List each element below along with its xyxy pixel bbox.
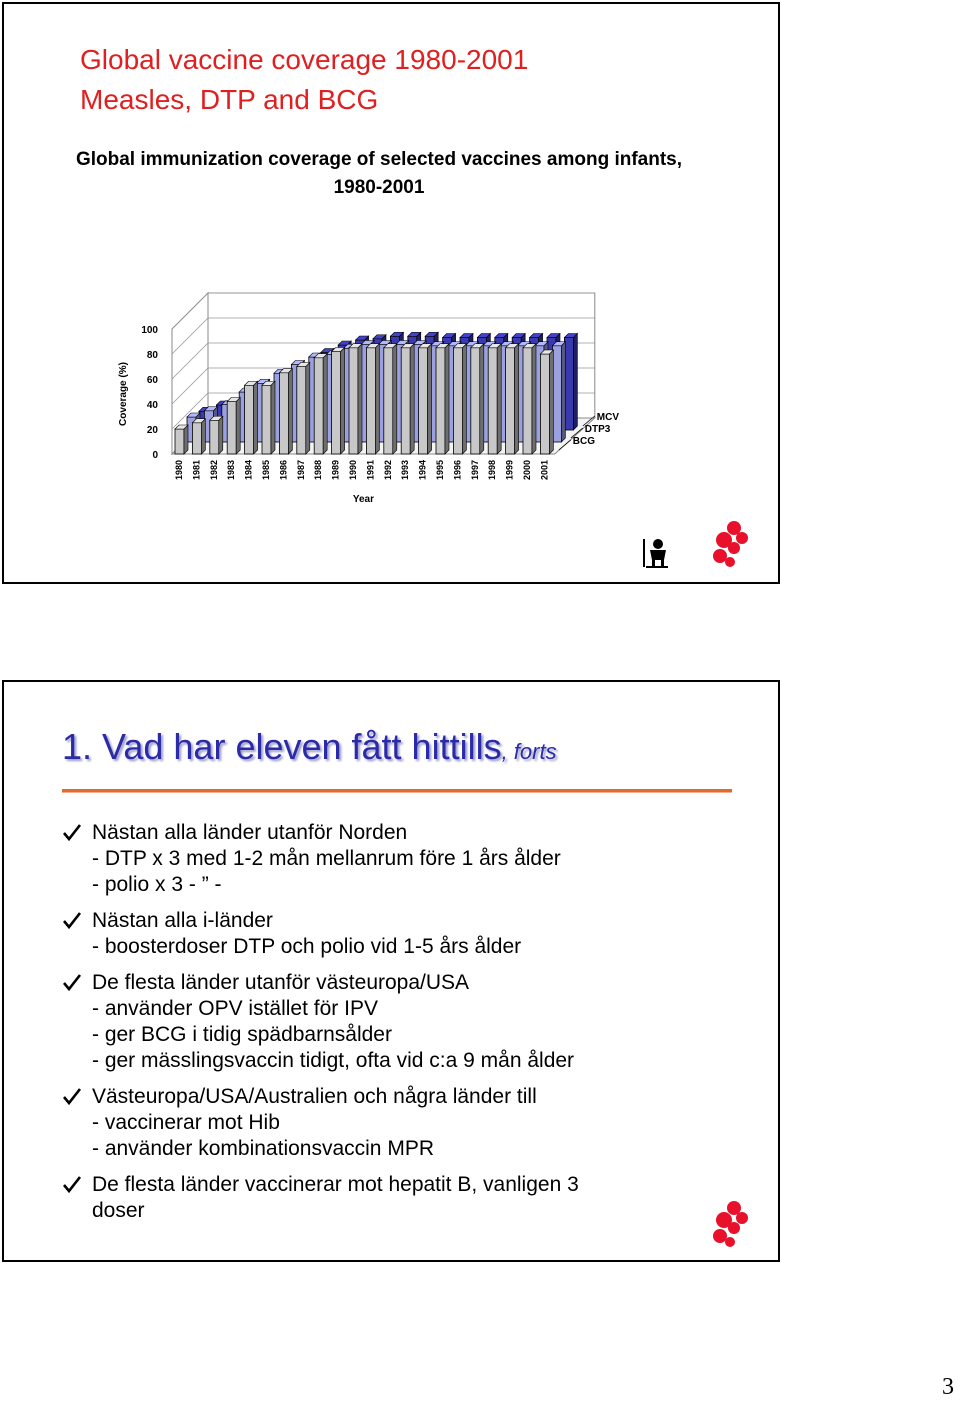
bullet-line: - ger BCG i tidig spädbarnsålder — [92, 1023, 392, 1046]
y-tick-label: 60 — [146, 375, 158, 386]
bar-bcg — [279, 373, 288, 454]
y-tick-label: 20 — [146, 425, 158, 436]
bar-side — [515, 344, 519, 454]
slide-1-title-line-2: Measles, DTP and BCG — [80, 84, 379, 115]
bar-bcg — [488, 348, 497, 454]
bar-side — [480, 344, 484, 454]
bullet-item — [62, 1172, 762, 1224]
bar-side — [549, 350, 553, 454]
bullet-list — [62, 820, 762, 1234]
chart-title: Global immunization coverage of selected vaccines among infants, 1980-2001 — [75, 149, 683, 198]
bar-side — [323, 354, 327, 454]
y-tick-label: 40 — [146, 400, 158, 411]
y-tick-label: 0 — [152, 450, 158, 461]
bar-side — [341, 348, 345, 455]
bar-side — [375, 344, 379, 454]
x-tick-label: 1987 — [295, 460, 306, 481]
bullet-line: De flesta länder vaccinerar mot hepatit B, vanligen 3 — [92, 1173, 579, 1196]
bar-side — [358, 344, 362, 454]
bar-bcg — [436, 348, 445, 454]
x-tick-label: 1990 — [348, 460, 358, 481]
bar-side — [306, 363, 310, 455]
bar-bcg — [175, 429, 184, 454]
bar-dtp3 — [552, 346, 561, 442]
bar-bcg — [506, 348, 515, 454]
bar-bcg — [401, 348, 410, 454]
bar-side — [201, 419, 205, 454]
bullet-line: Västeuropa/USA/Australien och några länder till — [92, 1085, 537, 1108]
bar-bcg — [540, 354, 549, 454]
bullet-line: Nästan alla länder utanför Norden — [92, 821, 408, 844]
bar-bcg — [297, 367, 306, 455]
x-tick-label: 1991 — [365, 460, 376, 481]
bar-side — [462, 344, 466, 454]
slide-1-title-line-1: Global vaccine coverage 1980-2001 — [80, 44, 529, 75]
bar-bcg — [366, 348, 375, 454]
bar-bcg — [192, 423, 201, 454]
x-tick-label: 1981 — [191, 460, 202, 481]
slide-2 — [2, 680, 780, 1262]
x-tick-label: 1999 — [504, 460, 515, 481]
bar-side — [428, 344, 432, 454]
bar-side — [219, 416, 223, 454]
bar-side — [532, 344, 536, 454]
bullet-item — [62, 970, 762, 1074]
series-label: DTP3 — [584, 424, 611, 435]
bar-bcg — [349, 348, 358, 454]
x-tick-label: 1983 — [226, 460, 237, 481]
slide-1-title — [80, 40, 528, 120]
x-tick-label: 1982 — [208, 460, 219, 481]
x-tick-label: 1988 — [313, 460, 324, 481]
bar-side — [236, 398, 240, 455]
x-tick-label: 2001 — [539, 460, 550, 481]
bullet-line: De flesta länder utanför västeuropa/USA — [92, 971, 470, 994]
checkmark-icon — [62, 972, 82, 992]
slide-1 — [2, 2, 780, 584]
slide-2-title — [62, 726, 557, 768]
bullet-line: doser — [92, 1199, 145, 1222]
bar-side — [497, 344, 501, 454]
x-tick-label: 1984 — [243, 460, 254, 481]
bar-bcg — [332, 352, 341, 455]
bar-bcg — [384, 348, 393, 454]
bullet-line: Nästan alla i-länder — [92, 909, 273, 932]
x-tick-label: 1989 — [330, 460, 341, 481]
bullet-item — [62, 820, 762, 898]
bullet-line: - använder kombinationsvaccin MPR — [92, 1137, 434, 1160]
bullet-line: - DTP x 3 med 1-2 mån mellanrum före 1 års ålder — [92, 847, 561, 870]
x-tick-label: 1993 — [400, 460, 411, 481]
bullet-item — [62, 1084, 762, 1162]
x-tick-label: 1995 — [435, 460, 445, 481]
bar-side — [254, 381, 258, 454]
bullet-item — [62, 908, 762, 960]
slide-2-title-suffix: , forts — [501, 739, 557, 764]
x-tick-label: 1992 — [382, 460, 393, 481]
bar-side — [271, 381, 275, 454]
bar-side — [445, 344, 449, 454]
checkmark-icon — [62, 1086, 82, 1106]
bullet-line: - vaccinerar mot Hib — [92, 1111, 280, 1134]
bar-bcg — [245, 385, 254, 454]
bullet-line: - ger mässlingsvaccin tidigt, ofta vid c:a 9 mån ålder — [92, 1049, 575, 1072]
title-divider — [62, 789, 732, 793]
page-number: 3 — [942, 1374, 954, 1400]
checkmark-icon — [62, 1174, 82, 1194]
coverage-chart — [104, 219, 684, 509]
y-tick-label: 100 — [141, 325, 158, 336]
bar-side — [410, 344, 414, 454]
series-label: BCG — [572, 436, 596, 447]
x-tick-label: 1998 — [487, 460, 498, 481]
slide-2-title-main: 1. Vad har eleven fått hittills — [62, 726, 502, 767]
bar-side — [573, 334, 577, 431]
x-tick-label: 2000 — [522, 460, 532, 481]
bar-side — [393, 344, 397, 454]
bar-bcg — [471, 348, 480, 454]
bar-side — [184, 425, 188, 454]
red-dots-logo-icon — [710, 1200, 750, 1250]
x-axis-label: Year — [352, 494, 374, 505]
bar-side — [288, 369, 292, 454]
x-tick-label: 1996 — [452, 460, 463, 481]
bar-bcg — [314, 358, 323, 454]
x-tick-label: 1994 — [417, 460, 428, 481]
person-icon — [640, 536, 674, 570]
y-tick-label: 80 — [146, 350, 158, 361]
red-dots-logo-icon — [710, 520, 750, 570]
bullet-line: - boosterdoser DTP och polio vid 1-5 års ålder — [92, 935, 522, 958]
y-axis-label: Coverage (%) — [118, 362, 129, 426]
series-label: MCV — [596, 412, 620, 423]
checkmark-icon — [62, 822, 82, 842]
bar-side — [561, 342, 565, 442]
bullet-line: - polio x 3 - ” - — [92, 873, 222, 896]
bar-bcg — [227, 402, 236, 455]
bullet-line: - använder OPV istället för IPV — [92, 997, 378, 1020]
bar-bcg — [262, 385, 271, 454]
bar-bcg — [210, 420, 219, 454]
x-tick-label: 1985 — [261, 460, 271, 481]
bar-bcg — [453, 348, 462, 454]
x-tick-label: 1980 — [174, 460, 184, 481]
bar-bcg — [523, 348, 532, 454]
x-tick-label: 1997 — [469, 460, 480, 481]
checkmark-icon — [62, 910, 82, 930]
bar-mcv — [564, 338, 573, 431]
bar-bcg — [419, 348, 428, 454]
x-tick-label: 1986 — [278, 460, 289, 481]
